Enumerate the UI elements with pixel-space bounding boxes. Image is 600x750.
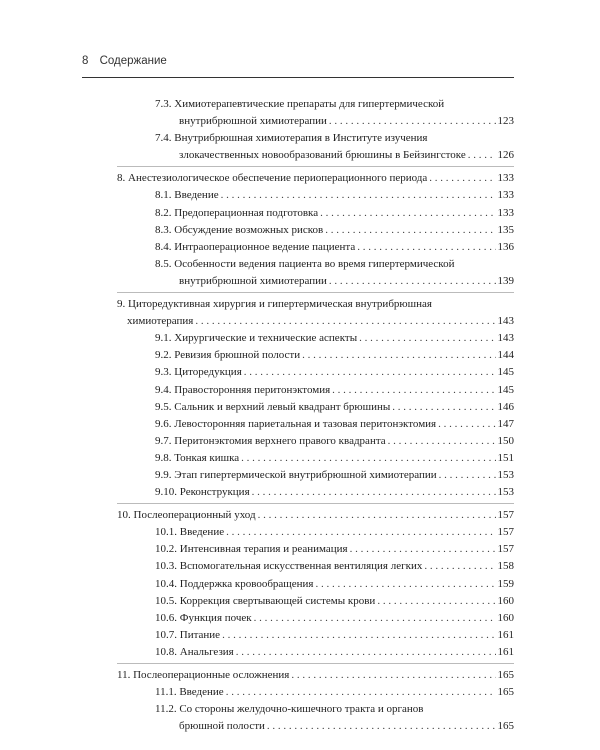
toc-page-number: 123 bbox=[497, 115, 514, 128]
toc-entry-8-2[interactable] bbox=[155, 205, 514, 222]
toc-entry-text: 9.8. Тонкая кишка bbox=[155, 451, 240, 464]
leader-dots bbox=[222, 627, 495, 644]
toc-entry-text: 9.6. Левосторонняя париетальная и тазовая перитонэктомия bbox=[155, 417, 437, 430]
leader-dots bbox=[429, 170, 495, 187]
leader-dots bbox=[226, 524, 495, 541]
toc-entry-text: 10.6. Функция почек bbox=[155, 611, 252, 624]
toc-page-number: 144 bbox=[497, 349, 514, 362]
toc-entry-text: 9.9. Этап гипертермической внутрибрюшной химиотерапии bbox=[155, 468, 437, 481]
toc-page-number: 161 bbox=[497, 645, 514, 658]
toc-entry-9-4[interactable] bbox=[155, 382, 514, 399]
leader-dots bbox=[357, 239, 495, 256]
toc-entry-10-2[interactable] bbox=[155, 541, 514, 558]
toc-entry-9-7[interactable] bbox=[155, 433, 514, 450]
toc-page-number: 133 bbox=[497, 189, 514, 202]
toc-entry-9-2[interactable] bbox=[155, 347, 514, 364]
toc-entry-8-5[interactable] bbox=[155, 256, 514, 290]
table-of-contents bbox=[0, 96, 600, 735]
leader-dots bbox=[359, 330, 495, 347]
toc-entry-text: 8.4. Интраоперационное ведение пациента bbox=[155, 240, 356, 253]
toc-chapter-8[interactable] bbox=[117, 170, 514, 187]
leader-dots bbox=[320, 205, 495, 222]
toc-page-number: 151 bbox=[497, 451, 514, 464]
toc-entry-9-5[interactable] bbox=[155, 399, 514, 416]
toc-page-number: 145 bbox=[497, 383, 514, 396]
toc-page-number: 143 bbox=[497, 315, 514, 328]
toc-entry-text: 9.3. Циторедукция bbox=[155, 366, 242, 379]
leader-dots bbox=[244, 364, 496, 381]
leader-dots bbox=[325, 222, 495, 239]
leader-dots bbox=[226, 684, 496, 701]
leader-dots bbox=[236, 644, 496, 661]
toc-page-number: 147 bbox=[497, 417, 514, 430]
toc-entry-text: 11.1. Введение bbox=[155, 686, 224, 699]
leader-dots bbox=[377, 593, 495, 610]
leader-dots bbox=[267, 718, 496, 735]
leader-dots bbox=[424, 558, 495, 575]
toc-entry-text: 10.3. Вспомогательная искусственная вентиляция легких bbox=[155, 560, 423, 573]
toc-page-number: 161 bbox=[497, 628, 514, 641]
leader-dots bbox=[221, 187, 496, 204]
toc-chapter-9[interactable] bbox=[117, 296, 514, 330]
toc-entry-text: 10. Послеоперационный уход bbox=[117, 509, 256, 522]
toc-entry-text: 8. Анестезиологическое обеспечение периоперационного периода bbox=[117, 172, 428, 185]
toc-page-number: 158 bbox=[497, 560, 514, 573]
header-rule bbox=[82, 77, 514, 78]
leader-dots bbox=[302, 347, 495, 364]
toc-page-number: 143 bbox=[497, 332, 514, 345]
toc-entry-10-8[interactable] bbox=[155, 644, 514, 661]
toc-entry-text: 11. Послеоперационные осложнения bbox=[117, 669, 290, 681]
toc-entry-10-7[interactable] bbox=[155, 627, 514, 644]
toc-entry-10-3[interactable] bbox=[155, 558, 514, 575]
toc-entry-9-3[interactable] bbox=[155, 364, 514, 381]
toc-entry-text: 10.2. Интенсивная терапия и реанимация bbox=[155, 543, 348, 556]
toc-entry-text: 11.2. Со стороны желудочно-кишечного тракта и органов bbox=[155, 703, 424, 716]
toc-entry-9-1[interactable] bbox=[155, 330, 514, 347]
leader-dots bbox=[329, 113, 496, 130]
toc-entry-text-cont: злокачественных новообразований брюшины в Бейзингстоке bbox=[179, 149, 466, 162]
toc-entry-text: 9.10. Реконструкция bbox=[155, 486, 250, 499]
toc-entry-text: 8.1. Введение bbox=[155, 189, 219, 202]
toc-entry-text: 9.5. Сальник и верхний левый квадрант брюшины bbox=[155, 400, 391, 413]
toc-entry-text: 7.4. Внутрибрюшная химиотерапия в Институте изучения bbox=[155, 132, 428, 145]
toc-page-number: 139 bbox=[497, 274, 514, 287]
toc-entry-text: 7.3. Химиотерапевтические препараты для гипертермической bbox=[155, 98, 445, 110]
toc-page-number: 165 bbox=[497, 669, 514, 681]
toc-entry-text: 10.7. Питание bbox=[155, 628, 221, 641]
toc-page-number: 150 bbox=[497, 434, 514, 447]
toc-entry-10-4[interactable] bbox=[155, 576, 514, 593]
toc-entry-text: 8.3. Обсуждение возможных рисков bbox=[155, 223, 324, 236]
leader-dots bbox=[241, 450, 495, 467]
toc-entry-text: 8.2. Предоперационная подготовка bbox=[155, 206, 319, 219]
toc-page-number: 165 bbox=[497, 686, 514, 699]
toc-entry-10-6[interactable] bbox=[155, 610, 514, 627]
toc-page-number: 159 bbox=[497, 577, 514, 590]
toc-entry-9-6[interactable] bbox=[155, 416, 514, 433]
toc-page-number: 160 bbox=[497, 611, 514, 624]
toc-page-number: 153 bbox=[497, 486, 514, 499]
toc-entry-8-1[interactable] bbox=[155, 187, 514, 204]
leader-dots bbox=[388, 433, 496, 450]
toc-page-number: 157 bbox=[497, 526, 514, 539]
page-number: 8 bbox=[82, 55, 89, 67]
leader-dots bbox=[332, 382, 495, 399]
toc-entry-10-5[interactable] bbox=[155, 593, 514, 610]
toc-entry-text: 10.4. Поддержка кровообращения bbox=[155, 577, 314, 590]
leader-dots bbox=[258, 507, 496, 524]
toc-entry-9-10[interactable] bbox=[155, 484, 514, 501]
toc-entry-text-cont: брюшной полости bbox=[179, 720, 265, 733]
toc-entry-11-1[interactable] bbox=[155, 684, 514, 701]
toc-entry-text: 9.7. Перитонэктомия верхнего правого квадранта bbox=[155, 434, 386, 447]
toc-page-number: 133 bbox=[497, 172, 514, 185]
leader-dots bbox=[254, 610, 496, 627]
leader-dots bbox=[392, 399, 495, 416]
toc-entry-text: 9. Циторедуктивная хирургия и гипертермическая внутрибрюшная bbox=[117, 298, 432, 311]
toc-page-number: 165 bbox=[497, 720, 514, 733]
toc-page-number: 136 bbox=[497, 240, 514, 253]
toc-chapter-10[interactable] bbox=[117, 507, 514, 524]
toc-entry-text: 9.4. Правосторонняя перитонэктомия bbox=[155, 383, 331, 396]
toc-entry-11-2[interactable] bbox=[155, 701, 514, 735]
toc-page-number: 146 bbox=[497, 400, 514, 413]
leader-dots bbox=[252, 484, 496, 501]
leader-dots bbox=[438, 416, 495, 433]
toc-entry-8-3[interactable] bbox=[155, 222, 514, 239]
toc-page-number: 157 bbox=[497, 509, 514, 522]
leader-dots bbox=[439, 467, 496, 484]
toc-page-number: 157 bbox=[497, 543, 514, 556]
toc-entry-text: 9.1. Хирургические и технические аспекты bbox=[155, 332, 358, 345]
leader-dots bbox=[291, 667, 495, 684]
leader-dots bbox=[195, 313, 495, 330]
leader-dots bbox=[316, 576, 496, 593]
separator bbox=[117, 503, 514, 504]
toc-page-number: 126 bbox=[497, 149, 514, 162]
toc-entry-text-cont: химиотерапия bbox=[127, 315, 194, 328]
toc-page-number: 135 bbox=[497, 223, 514, 236]
toc-entry-text: 10.5. Коррекция свертывающей системы крови bbox=[155, 594, 376, 607]
toc-page-number: 160 bbox=[497, 594, 514, 607]
toc-entry-7-3[interactable] bbox=[155, 96, 514, 130]
separator bbox=[117, 292, 514, 293]
toc-entry-9-8[interactable] bbox=[155, 450, 514, 467]
separator bbox=[117, 166, 514, 167]
toc-entry-text: 10.8. Анальгезия bbox=[155, 645, 234, 658]
leader-dots bbox=[468, 147, 496, 164]
leader-dots bbox=[350, 541, 496, 558]
leader-dots bbox=[329, 273, 496, 290]
toc-entry-text-cont: внутрибрюшной химиотерапии bbox=[179, 115, 327, 128]
running-head bbox=[82, 55, 167, 67]
toc-entry-text: 10.1. Введение bbox=[155, 526, 225, 539]
running-title: Содержание bbox=[99, 55, 167, 67]
toc-entry-10-1[interactable] bbox=[155, 524, 514, 541]
toc-entry-text: 8.5. Особенности ведения пациента во время гипертермической bbox=[155, 257, 455, 270]
toc-entry-8-4[interactable] bbox=[155, 239, 514, 256]
toc-page-number: 145 bbox=[497, 366, 514, 379]
toc-entry-7-4[interactable] bbox=[155, 130, 514, 164]
toc-entry-9-9[interactable] bbox=[155, 467, 514, 484]
toc-chapter-11[interactable] bbox=[117, 667, 514, 684]
toc-page-number: 133 bbox=[497, 206, 514, 219]
toc-entry-text-cont: внутрибрюшной химиотерапии bbox=[179, 274, 327, 287]
toc-entry-text: 9.2. Ревизия брюшной полости bbox=[155, 349, 301, 362]
separator bbox=[117, 663, 514, 664]
toc-page-number: 153 bbox=[497, 468, 514, 481]
